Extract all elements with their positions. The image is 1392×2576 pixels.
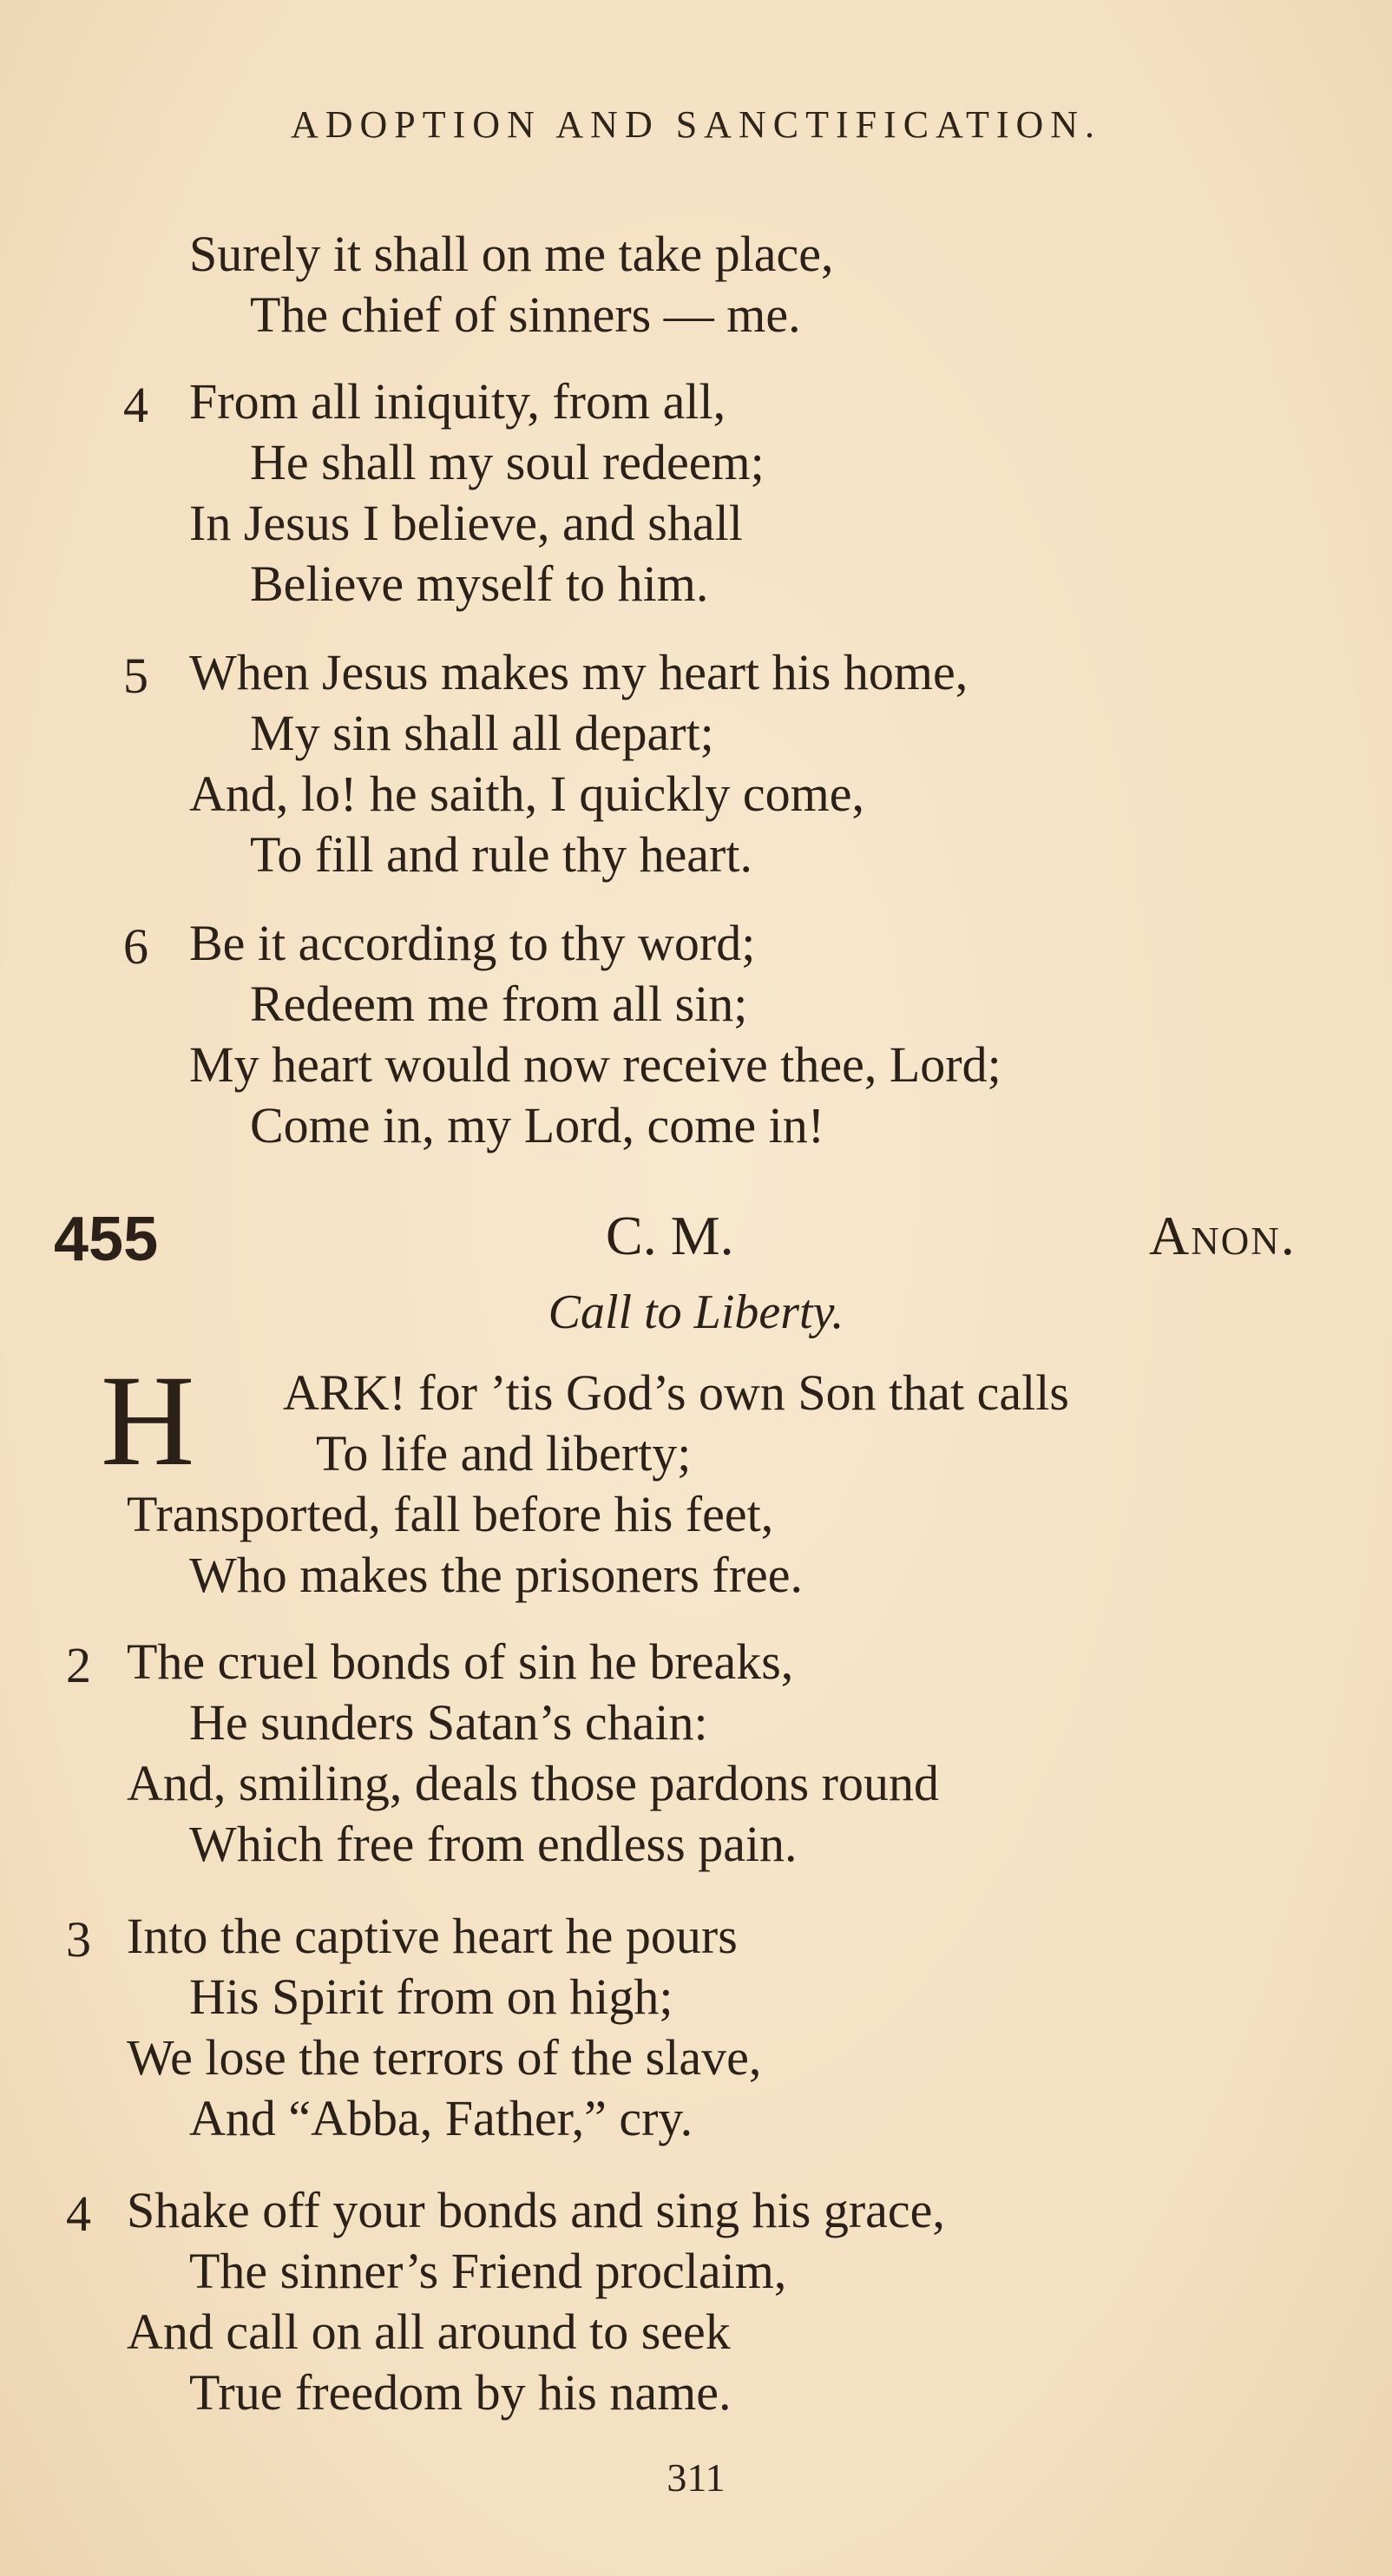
verse-line: My sin shall all depart; [250,705,714,761]
verse-line: To fill and rule thy heart. [250,826,752,883]
verse-line: Transported, fall before his feet, [127,1486,774,1542]
hymn-author: Anon. [1149,1205,1297,1266]
verse-line: Shake off your bonds and sing his grace, [127,2182,945,2238]
drop-cap: H [101,1349,195,1493]
verse-line: Into the captive heart he pours [127,1908,738,1964]
verse-line: Which free from endless pain. [189,1816,798,1872]
stanza-number: 2 [66,1637,91,1693]
verse-line: Come in, my Lord, come in! [250,1097,825,1153]
verse-line: My heart would now receive thee, Lord; [189,1036,1001,1093]
verse-line: The chief of sinners — me. [250,286,801,343]
running-header: ADOPTION AND SANCTIFICATION. [290,103,1102,146]
verse-line: Who makes the prisoners free. [189,1547,804,1603]
stanza-number: 5 [123,647,148,704]
verse-line: He sunders Satan’s chain: [189,1694,708,1751]
verse-line: And, smiling, deals those pardons round [127,1755,939,1811]
verse-line: The cruel bonds of sin he breaks, [127,1633,794,1690]
verse-line: And “Abba, Father,” cry. [189,2090,693,2146]
page-number: 311 [666,2455,726,2500]
stanza-number: 3 [66,1911,91,1968]
verse-line: His Spirit from on high; [189,1968,673,2025]
verse-line: We lose the terrors of the slave, [127,2029,762,2086]
verse-line: True freedom by his name. [189,2364,732,2421]
verse-line: In Jesus I believe, and shall [189,495,743,551]
verse-line: Surely it shall on me take place, [189,226,834,282]
hymn-subtitle: Call to Liberty. [548,1285,844,1339]
verse-line: To life and liberty; [316,1425,692,1482]
stanza-number: 4 [123,377,148,433]
verse-line: Be it according to thy word; [189,915,756,971]
hymn-meter: C. M. [606,1205,734,1266]
verse-line: And call on all around to seek [127,2303,731,2360]
stanza-number: 6 [123,918,148,975]
verse-line: He shall my soul redeem; [250,434,765,490]
verse-line: And, lo! he saith, I quickly come, [189,766,864,822]
verse-line: The sinner’s Friend proclaim, [189,2243,787,2299]
stanza-number: 4 [66,2185,91,2242]
hymn-number: 455 [54,1205,159,1274]
verse-line: Redeem me from all sin; [250,976,748,1032]
verse-line: ARK! for ’tis God’s own Son that calls [283,1364,1069,1421]
verse-line: Believe myself to him. [250,555,709,612]
verse-line: From all iniquity, from all, [189,373,726,430]
verse-line: When Jesus makes my heart his home, [189,644,968,700]
